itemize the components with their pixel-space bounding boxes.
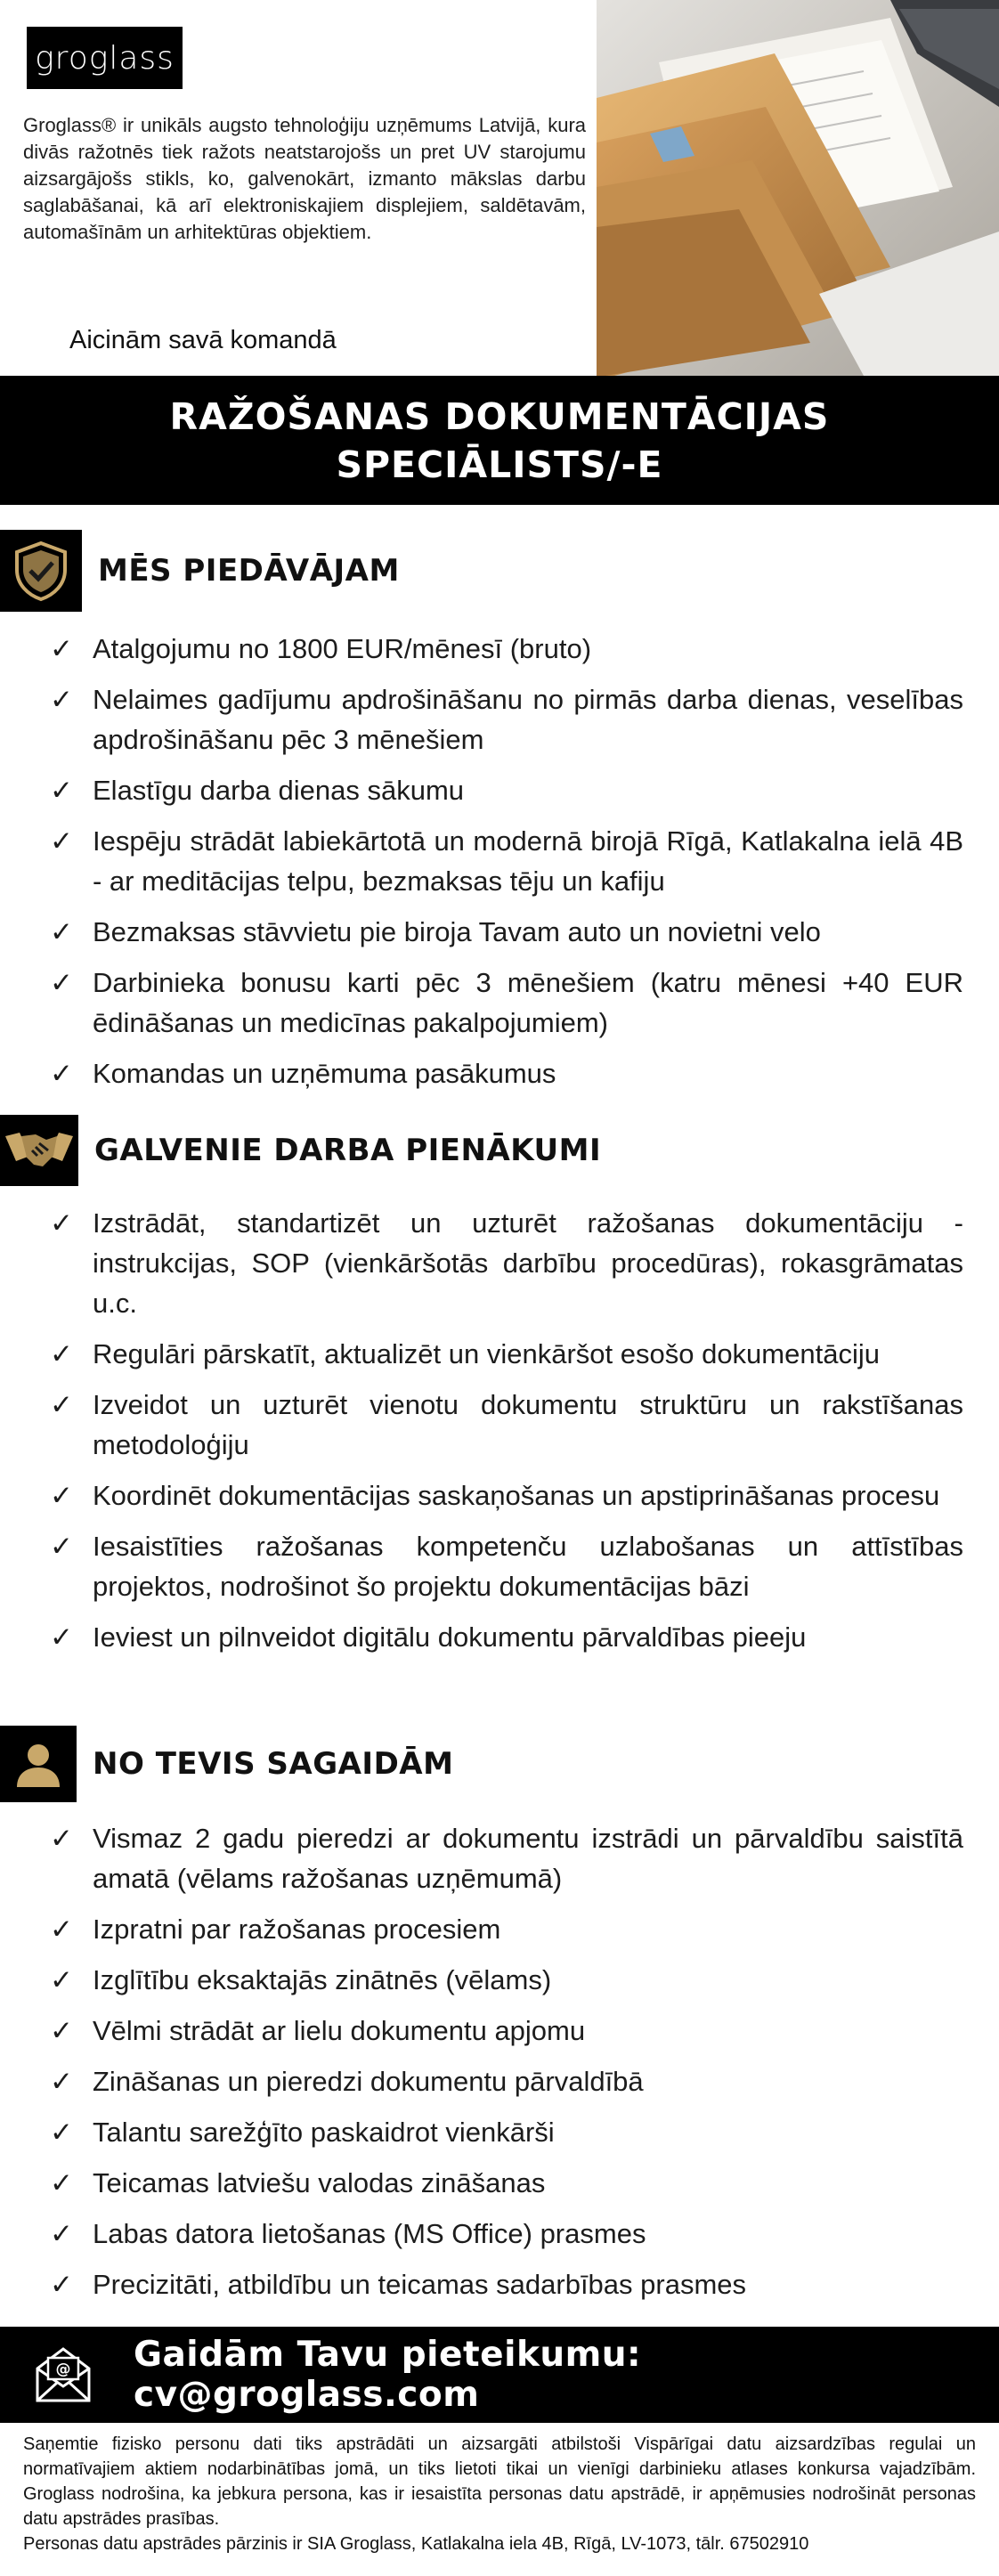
checkmark-icon: ✓: [50, 1207, 73, 1239]
offer-item-text: Komandas un uzņēmuma pasākumus: [93, 1058, 556, 1089]
checkmark-icon: ✓: [50, 1480, 73, 1511]
expect-item-text: Teicamas latviešu valodas zināšanas: [93, 2167, 546, 2198]
duties-item-text: Koordinēt dokumentācijas saskaņošanas un apstiprināšanas procesu: [93, 1480, 940, 1511]
offer-item-text: Nelaimes gadījumu apdrošināšanu no pirmās darba dienas, veselības apdrošināšanu pēc 3 mēnešiem: [93, 684, 963, 755]
checkmark-icon: ✓: [50, 967, 73, 998]
expect-item-text: Izglītību eksaktajās zinātnēs (vēlams): [93, 1964, 552, 1995]
expect-list-item: [50, 2011, 963, 2051]
checkmark-icon: ✓: [50, 2117, 73, 2148]
handshake-icon: [0, 1115, 78, 1186]
checkmark-icon: ✓: [50, 684, 73, 715]
company-intro: Groglass® ir unikāls augsto tehnoloģiju uzņēmums Latvijā, kura divās ražotnēs tiek ražots neatstarojošs un pret UV starojumu aizsargājošs stikls, ko, galvenokārt, izmanto mākslas darbu saglabāšanai, kā arī elektroniskajiem displejiem, saldētavām, automašīnām un arhitektūras objektiem.: [23, 114, 586, 243]
offer-section-header: [0, 530, 400, 612]
checkmark-icon: ✓: [50, 1964, 73, 1995]
offer-list-item: [50, 963, 963, 1043]
expect-section-header: [0, 1726, 453, 1802]
expect-item-text: Labas datora lietošanas (MS Office) prasmes: [93, 2218, 646, 2249]
expect-list-item: [50, 2163, 963, 2203]
duties-section-title: GALVENIE DARBA PIENĀKUMI: [94, 1133, 602, 1168]
checkmark-icon: ✓: [50, 1338, 73, 1369]
privacy-notice: [23, 2432, 976, 2556]
duties-item-text: Izstrādāt, standartizēt un uzturēt ražošanas dokumentāciju - instrukcijas, SOP (vienkāršotās darbību procedūras), rokasgrāmatas u.c.: [93, 1207, 963, 1319]
checkmark-icon: ✓: [50, 2167, 73, 2198]
checkmark-icon: ✓: [50, 2218, 73, 2249]
invite-text: Aicinām savā komandā: [69, 326, 337, 354]
duties-item-text: Regulāri pārskatīt, aktualizēt un vienkāršot esošo dokumentāciju: [93, 1338, 880, 1369]
expect-item-text: Precizitāti, atbildību un teicamas sadarbības prasmes: [93, 2269, 747, 2300]
duties-item-text: Izveidot un uzturēt vienotu dokumentu struktūru un rakstīšanas metodoloģiju: [93, 1389, 963, 1460]
duties-list-item: [50, 1526, 963, 1606]
checkmark-icon: ✓: [50, 1621, 73, 1653]
groglass-logo: [27, 27, 183, 89]
expect-list-item: [50, 2214, 963, 2254]
job-title-line2: SPECIĀLISTS/-E: [336, 443, 663, 486]
checkmark-icon: ✓: [50, 2066, 73, 2097]
expect-item-text: Izpratni par ražošanas procesiem: [93, 1914, 501, 1945]
checkmark-icon: ✓: [50, 1058, 73, 1089]
logo-text: groglass: [35, 39, 175, 77]
duties-list: [50, 1203, 963, 1668]
checkmark-icon: ✓: [50, 2269, 73, 2300]
duties-item-text: Ieviest un pilnveidot digitālu dokumentu pārvaldības pieeju: [93, 1621, 807, 1653]
duties-list-item: [50, 1334, 963, 1374]
checkmark-icon: ✓: [50, 633, 73, 664]
svg-text:@: @: [55, 2361, 71, 2379]
email-envelope-icon: [32, 2344, 94, 2406]
expect-item-text: Zināšanas un pieredzi dokumentu pārvaldībā: [93, 2066, 644, 2097]
offer-list-item: [50, 629, 963, 669]
privacy-text: Saņemtie fizisko personu dati tiks apstrādāti un aizsargāti atbilstoši Vispārīgai datu aizsardzības regulai un normatīvajiem aktiem nodarbinātības jomā, un tiks lietoti tikai un vienīgi darbinieku atlases konkursa vajadzībām. Groglass nodrošina, ka jebkura persona, kas ir iesaistīta personas datu apstrādē, ir apņēmusies nodrošināt personas datu apstrādes prasības.: [23, 2434, 976, 2529]
checkmark-icon: ✓: [50, 1823, 73, 1854]
checkmark-icon: ✓: [50, 2015, 73, 2046]
checkmark-icon: ✓: [50, 1531, 73, 1562]
apply-email-text: Gaidām Tavu pieteikumu: cv@groglass.com: [133, 2335, 642, 2415]
duties-list-item: [50, 1385, 963, 1465]
job-title-line1: RAŽOŠANAS DOKUMENTĀCIJAS: [169, 394, 830, 438]
duties-list-item: [50, 1475, 963, 1516]
duties-section-header: [0, 1115, 601, 1186]
offer-section-title: MĒS PIEDĀVĀJAM: [98, 553, 400, 589]
checkmark-icon: ✓: [50, 1914, 73, 1945]
duties-item-text: Iesaistīties ražošanas kompetenču uzlabošanas un attīstības projektos, nodrošinot šo projektu dokumentācijas bāzi: [93, 1531, 963, 1602]
expect-list: [50, 1818, 963, 2315]
offer-item-text: Atalgojumu no 1800 EUR/mēnesī (bruto): [93, 633, 592, 664]
expect-section-title: NO TEVIS SAGAIDĀM: [93, 1746, 454, 1782]
expect-list-item: [50, 2061, 963, 2101]
expect-list-item: [50, 1818, 963, 1898]
offer-item-text: Bezmaksas stāvvietu pie biroja Tavam auto un novietni velo: [93, 916, 821, 947]
job-title-banner: [0, 376, 999, 505]
offer-item-text: Darbinieka bonusu karti pēc 3 mēnešiem (katru mēnesi +40 EUR ēdināšanas un medicīnas pakalpojumiem): [93, 967, 963, 1038]
offer-item-text: Iespēju strādāt labiekārtotā un modernā birojā Rīgā, Katlakalna ielā 4B - ar meditācijas telpu, bezmaksas tēju un kafiju: [93, 825, 963, 897]
checkmark-icon: ✓: [50, 825, 73, 857]
checkmark-icon: ✓: [50, 1389, 73, 1420]
expect-list-item: [50, 1909, 963, 1949]
offer-list-item: [50, 770, 963, 810]
duties-list-item: [50, 1203, 963, 1323]
offer-item-text: Elastīgu darba dienas sākumu: [93, 775, 465, 806]
checkmark-icon: ✓: [50, 916, 73, 947]
person-icon: [0, 1726, 77, 1802]
expect-list-item: [50, 2264, 963, 2304]
shield-check-icon: [0, 530, 82, 612]
expect-list-item: [50, 2112, 963, 2152]
data-controller-text: Personas datu apstrādes pārzinis ir SIA Groglass, Katlakalna iela 4B, Rīgā, LV-1073, tālr. 67502910: [23, 2534, 809, 2554]
checkmark-icon: ✓: [50, 775, 73, 806]
expect-item-text: Vismaz 2 gadu pieredzi ar dokumentu izstrādi un pārvaldību saistītā amatā (vēlams ražošanas uzņēmumā): [93, 1823, 963, 1894]
expect-item-text: Vēlmi strādāt ar lielu dokumentu apjomu: [93, 2015, 586, 2046]
apply-banner: [0, 2327, 999, 2423]
expect-list-item: [50, 1960, 963, 2000]
folders-photo: [597, 0, 999, 376]
offer-list-item: [50, 821, 963, 901]
offer-list-item: [50, 1053, 963, 1093]
expect-item-text: Talantu sarežģīto paskaidrot vienkārši: [93, 2117, 555, 2148]
offer-list: [50, 629, 963, 1104]
duties-list-item: [50, 1617, 963, 1657]
offer-list-item: [50, 912, 963, 952]
offer-list-item: [50, 679, 963, 760]
